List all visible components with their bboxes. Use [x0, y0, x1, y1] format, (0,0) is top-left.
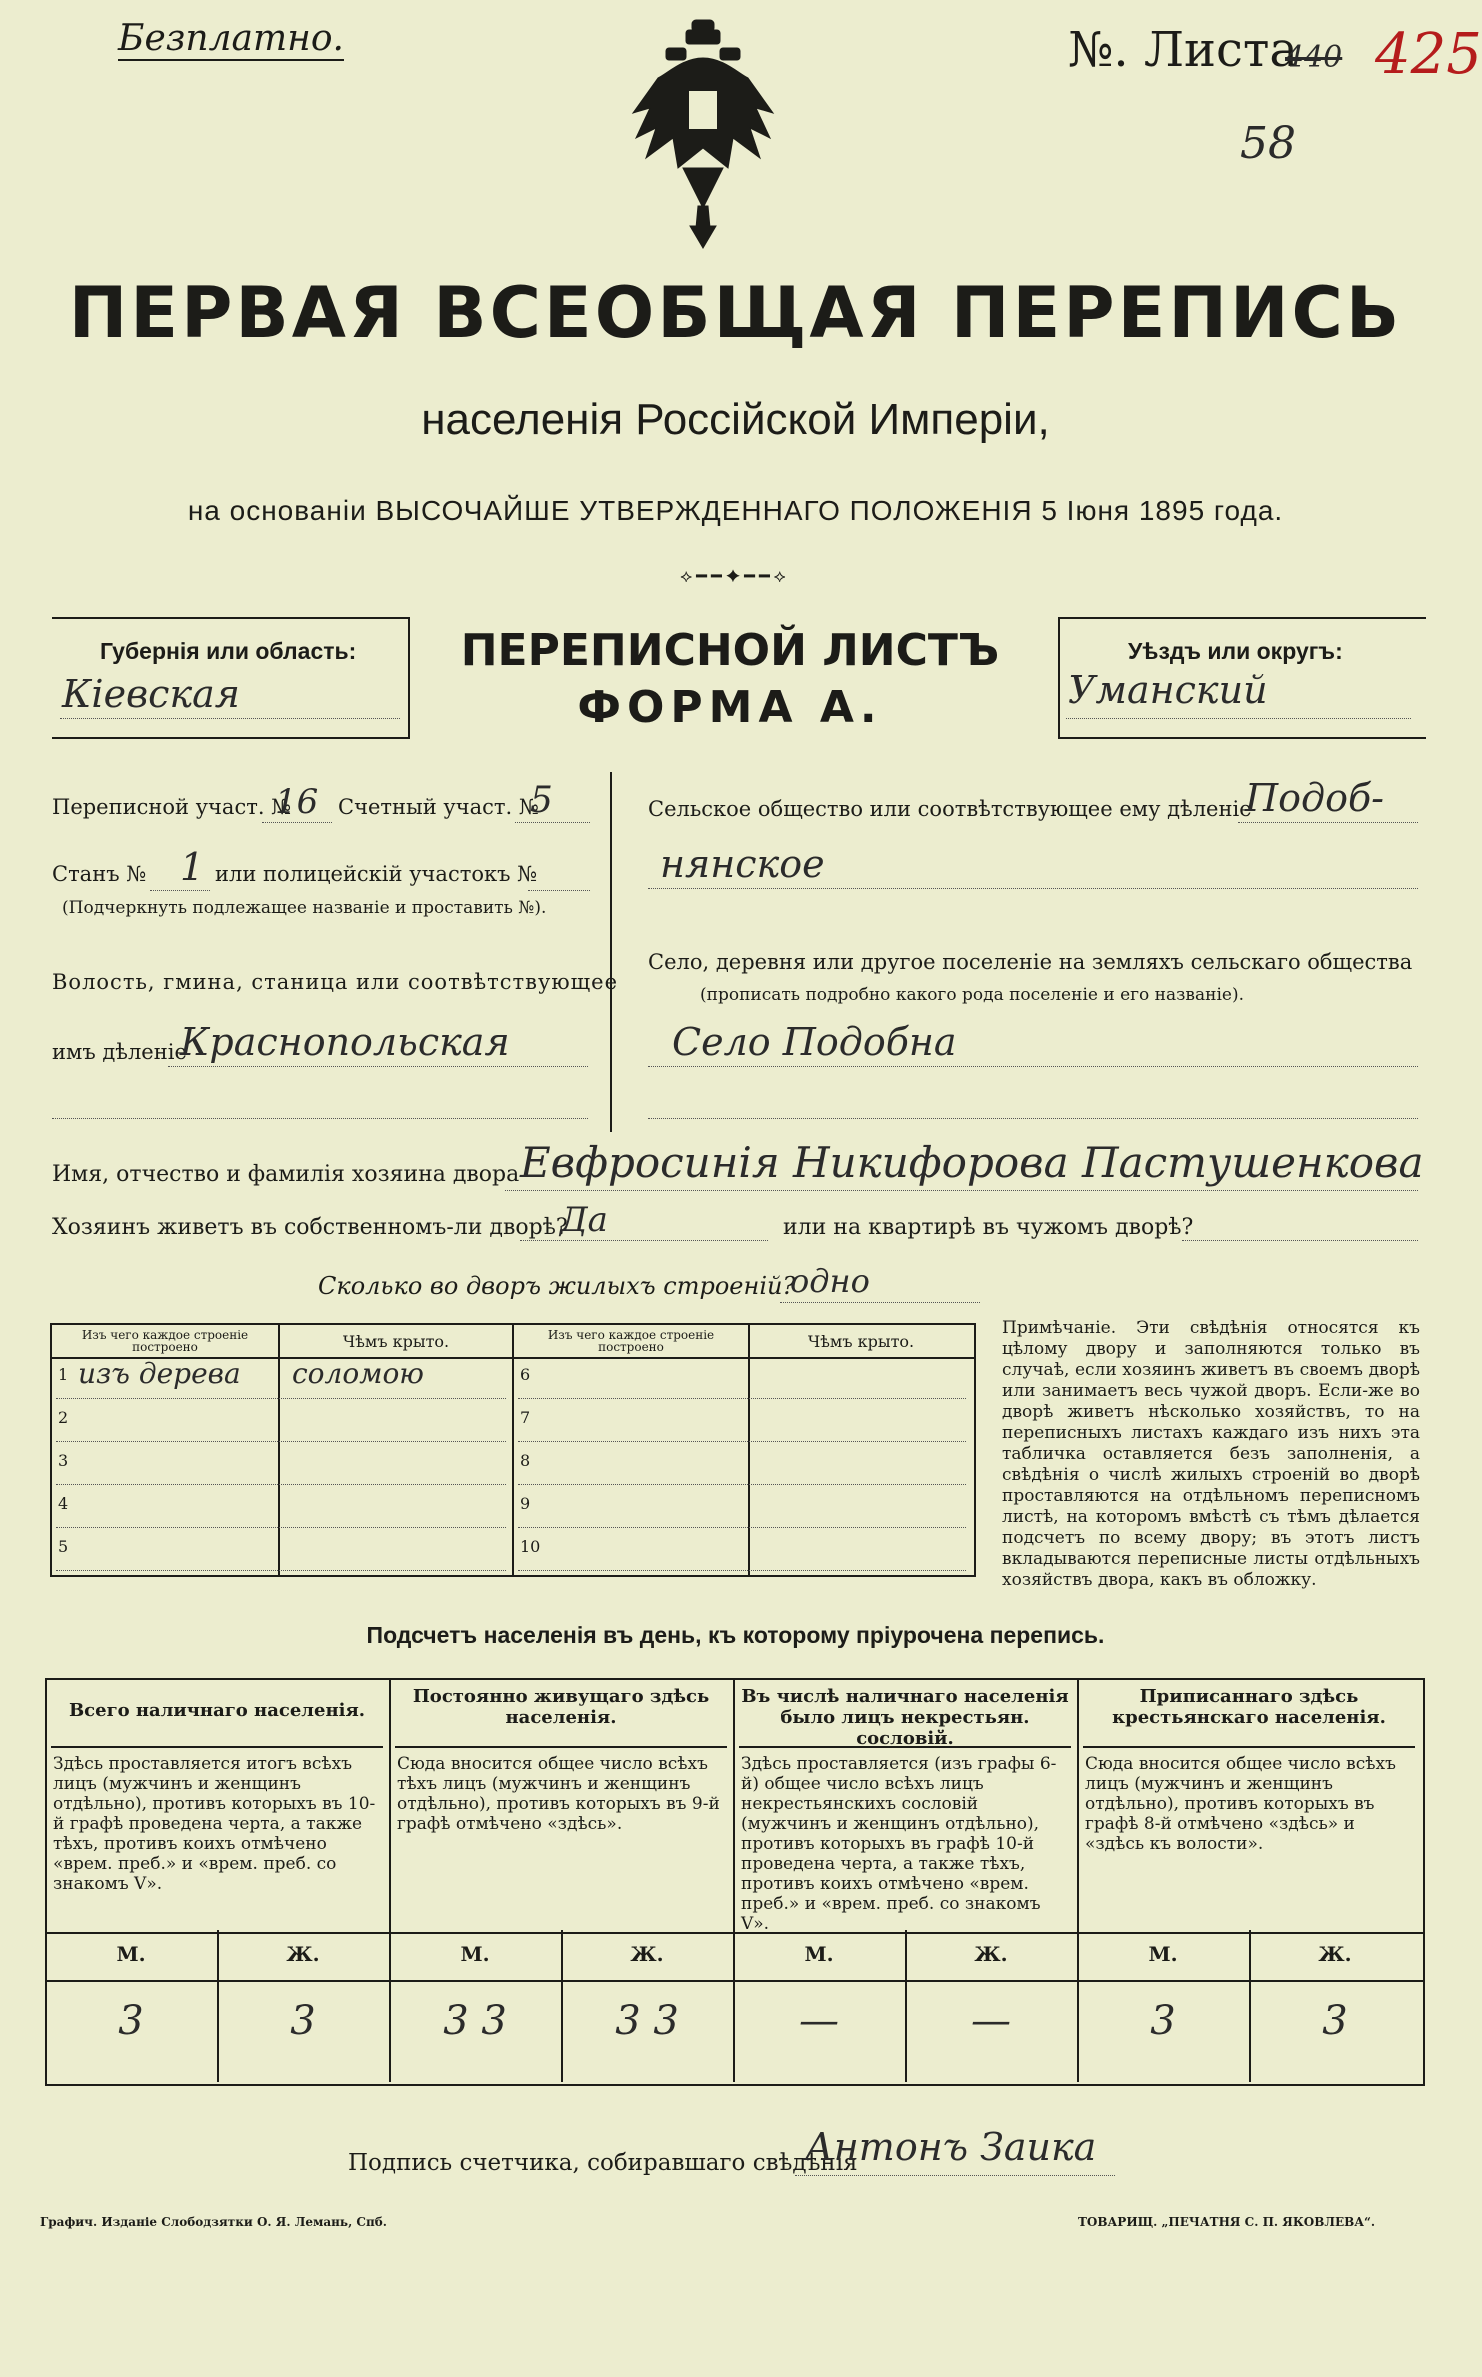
page-note-number: 58 — [1240, 118, 1296, 169]
building-row-number: 6 — [520, 1365, 531, 1384]
rented-label: или на квартирѣ въ чужомъ дворѣ? — [783, 1215, 1194, 1240]
building-row-number: 1 — [58, 1365, 69, 1384]
stan-label: Станъ № — [52, 862, 147, 886]
fields-divider — [610, 772, 612, 1132]
society-label: Сельское общество или соотвѣтствующее ему дѣленіе — [648, 797, 1252, 821]
male-count: 3 3 — [443, 1998, 507, 2044]
village-label: Село, деревня или другое поселеніе на земляхъ сельскаго общества — [648, 950, 1413, 974]
own-yard-value: Да — [560, 1200, 608, 1240]
gubernia-value: Кіевская — [62, 672, 240, 716]
volost-value: Краснопольская — [180, 1020, 510, 1064]
building-row-number: 9 — [520, 1494, 531, 1513]
male-count: 3 — [1150, 1998, 1176, 2044]
uezd-value: Уманский — [1068, 668, 1268, 712]
count-area-value: 5 — [530, 780, 553, 821]
col-material-head-2: Изъ чего каждое строеніе построено — [547, 1328, 715, 1354]
population-col-head: Приписаннаго здѣсь крестьянскаго населенія. — [1112, 1686, 1386, 1728]
population-col-text: Здѣсь проставляется (изъ графы 6-й) общее число всѣхъ лицъ некрестьянскихъ сословій (мужчинъ и женщинъ отдѣльно), противъ которыхъ въ графѣ 10-й проведена черта, а также тѣхъ, противъ коихъ отмѣчено «врем. преб.» и «врем. преб. со знакомъ V». — [741, 1754, 1057, 1934]
male-count: — — [799, 1998, 839, 2044]
building-roof: соломою — [292, 1357, 424, 1390]
police-label: или полицейскій участокъ № — [215, 862, 538, 886]
female-label: Ж. — [974, 1942, 1008, 1966]
census-area-value: 16 — [275, 782, 319, 822]
population-col-text: Сюда вносится общее число всѣхъ тѣхъ лицъ (мужчинъ и женщинъ отдѣльно), противъ которыхъ въ 9-й графѣ отмѣчено «здѣсь». — [397, 1754, 720, 1834]
buildings-label: Сколько во дворъ жилыхъ строеній? — [318, 1272, 796, 1300]
stan-value: 1 — [180, 845, 205, 889]
gubernia-label: Губернія или область: — [100, 638, 357, 664]
village-note: (прописать подробно какого рода поселеніе и его названіе). — [700, 985, 1244, 1005]
male-label: М. — [1148, 1942, 1178, 1966]
population-title: Подсчетъ населенія въ день, къ которому пріурочена перепись. — [366, 1622, 1105, 1648]
female-label: Ж. — [630, 1942, 664, 1966]
col-material-head-1: Изъ чего каждое строеніе построено — [81, 1328, 249, 1354]
buildings-table — [50, 1323, 976, 1577]
ornament-divider: ⟡━━✦━━⟡ — [680, 566, 790, 587]
society-value-1: Подоб- — [1245, 776, 1385, 820]
coat-of-arms-emblem — [628, 18, 778, 258]
footer-right: ТОВАРИЩ. „ПЕЧАТНЯ С. П. ЯКОВЛЕВА“. — [1078, 2215, 1376, 2229]
female-label: Ж. — [1318, 1942, 1352, 1966]
uezd-label: Уѣздъ или округъ: — [1128, 638, 1343, 664]
sheet-title: ПЕРЕПИСНОЙ ЛИСТЪ — [460, 625, 1000, 676]
male-label: М. — [460, 1942, 490, 1966]
underline-note: (Подчеркнуть подлежащее названіе и проставить №). — [62, 898, 547, 918]
col-roof-head-1: Чѣмъ крыто. — [342, 1332, 450, 1351]
footer-left: Графич. Изданіе Слободзятки О. Я. Лемань, Спб. — [40, 2215, 387, 2229]
building-row-number: 8 — [520, 1451, 531, 1470]
female-count: 3 3 — [615, 1998, 679, 2044]
volost-label-2: имъ дѣленіе — [52, 1040, 187, 1064]
society-value-2: нянское — [660, 842, 825, 886]
building-row-number: 4 — [58, 1494, 69, 1513]
population-col-text: Здѣсь проставляется итогъ всѣхъ лицъ (мужчинъ и женщинъ отдѣльно), противъ которыхъ въ 10-й графѣ проведена черта, а также тѣхъ, противъ коихъ отмѣчено «врем. преб.» и «врем. преб. со знакомъ V». — [53, 1754, 376, 1894]
population-col-head: Въ числѣ наличнаго населенія было лицъ некрестьян. сословій. — [741, 1686, 1069, 1749]
main-title: ПЕРВАЯ ВСЕОБЩАЯ ПЕРЕПИСЬ — [68, 272, 1403, 354]
male-count: 3 — [118, 1998, 144, 2044]
owner-name-label: Имя, отчество и фамилія хозяина двора — [52, 1162, 520, 1187]
population-col-head: Постоянно живущаго здѣсь населенія. — [412, 1686, 710, 1728]
volost-label: Волость, гмина, станица или соотвѣтствующее — [52, 970, 619, 994]
census-area-label: Переписной участ. № — [52, 795, 292, 819]
sheet-number-new: 425 — [1375, 22, 1482, 87]
building-row-number: 7 — [520, 1408, 531, 1427]
building-row-number: 3 — [58, 1451, 69, 1470]
male-label: М. — [116, 1942, 146, 1966]
female-count: 3 — [290, 1998, 316, 2044]
owner-name-value: Евфросинія Никифорова Пастушенкова — [520, 1138, 1424, 1187]
building-material: изъ дерева — [78, 1357, 241, 1390]
village-value: Село Подобна — [672, 1020, 957, 1064]
building-row-number: 10 — [520, 1537, 541, 1556]
population-col-head: Всего наличнаго населенія. — [68, 1700, 366, 1721]
female-label: Ж. — [286, 1942, 320, 1966]
note-text: Примѣчаніе. Эти свѣдѣнія относятся къ цѣлому двору и заполняются только въ случаѣ, если хозяинъ живетъ въ своемъ дворѣ или занимаетъ весь чужой дворъ. Если-же во дворѣ живетъ нѣсколько хозяйствъ, то на переписныхъ листахъ каждаго изъ нихъ эта табличка оставляется безъ заполненія, а свѣдѣнія о числѣ жилыхъ строеній во дворѣ проставляются на отдѣльномъ переписномъ листѣ, на которомъ вмѣстѣ съ тѣмъ дѣлается подсчетъ по всему двору; въ этотъ листъ вкладываются переписные листы отдѣльныхъ хозяйствъ двора, какъ въ обложку. — [1002, 1318, 1420, 1590]
buildings-value: одно — [790, 1262, 870, 1300]
subtitle: населенія Россійской Имперіи, — [421, 395, 1050, 444]
building-row-number: 2 — [58, 1408, 69, 1427]
col-roof-head-2: Чѣмъ крыто. — [807, 1332, 915, 1351]
signature-label: Подпись счетчика, собиравшаго свѣдѣнія — [348, 2150, 858, 2176]
own-yard-label: Хозяинъ живетъ въ собственномъ-ли дворѣ? — [52, 1215, 568, 1240]
count-area-label: Счетный участ. № — [338, 795, 539, 819]
building-row-number: 5 — [58, 1537, 69, 1556]
sheet-number-label: №. Листа — [1068, 22, 1299, 78]
form-title: ФОРМА А. — [577, 682, 883, 733]
free-label: Безплатно. — [118, 18, 344, 59]
female-count: 3 — [1322, 1998, 1348, 2044]
signature-value: Антонъ Заика — [805, 2125, 1097, 2169]
population-col-text: Сюда вносится общее число всѣхъ лицъ (мужчинъ и женщинъ отдѣльно), противъ которыхъ въ графѣ 8-й отмѣчено «здѣсь» и «здѣсь къ волости». — [1085, 1754, 1396, 1854]
sheet-number-old: 440 — [1285, 40, 1343, 75]
female-count: — — [971, 1998, 1011, 2044]
basis-line: на основаніи ВЫСОЧАЙШЕ УТВЕРЖДЕННАГО ПОЛОЖЕНІЯ 5 Іюня 1895 года. — [187, 495, 1284, 526]
male-label: М. — [804, 1942, 834, 1966]
